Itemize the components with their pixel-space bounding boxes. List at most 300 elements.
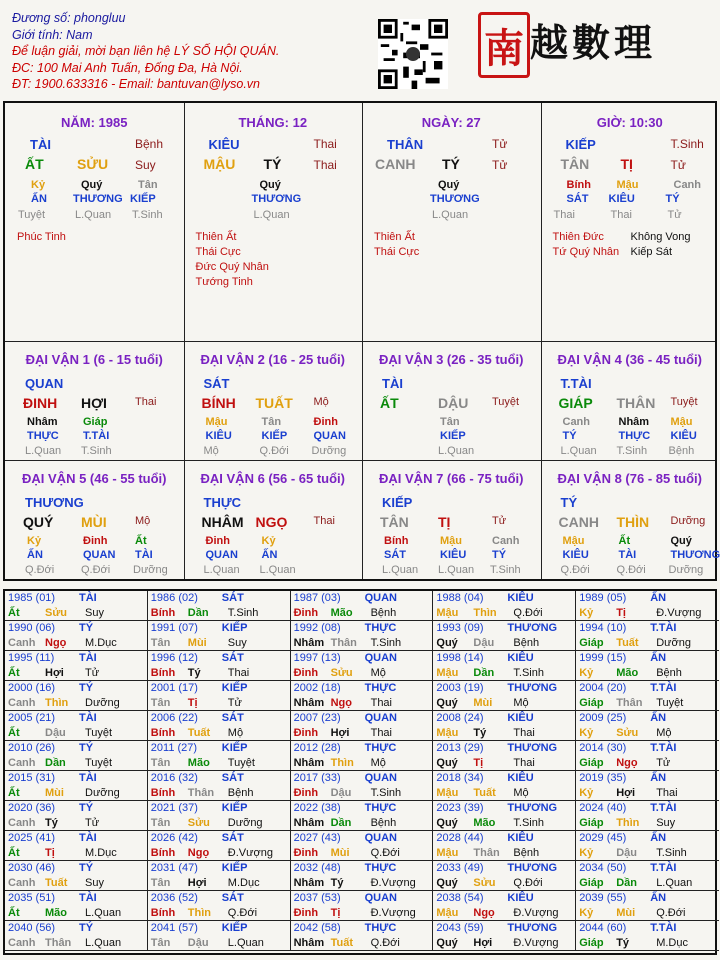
hidden-stage: Q.Đới — [25, 564, 55, 576]
special-star: Thái Cực — [374, 246, 420, 258]
year-label: 2019 (35) — [579, 772, 627, 784]
year-label: 2044 (60) — [579, 922, 627, 934]
hidden-star: T.TÀI — [83, 430, 110, 442]
hidden-stage: L.Quan — [432, 209, 469, 221]
year-cell — [433, 801, 576, 831]
year-star: THỰC — [364, 622, 397, 634]
year-cell — [148, 861, 291, 891]
year-cell — [576, 921, 719, 951]
year-branch: Thân — [330, 637, 357, 649]
year-star: QUAN — [364, 892, 397, 904]
gender-label: Giới tính: — [12, 27, 63, 42]
year-stage: Suy — [656, 817, 676, 829]
earthly-branch: TÝ — [442, 156, 460, 172]
year-stem: Tân — [150, 817, 171, 829]
life-stage-branch: Tử — [670, 158, 686, 172]
hidden-stage: Tử — [667, 209, 682, 221]
year-label: 1987 (03) — [293, 592, 341, 604]
year-stage: Suy — [227, 637, 247, 649]
year-branch: Mùi — [45, 787, 64, 799]
year-branch: Dần — [473, 667, 495, 679]
year-stage: Dưỡng — [656, 637, 691, 649]
year-star: THỰC — [364, 682, 397, 694]
year-stage: Tuyệt — [227, 757, 255, 769]
earthly-branch: MÙI — [81, 514, 107, 530]
year-branch: Dậu — [330, 787, 352, 799]
hidden-star: ẤN — [31, 193, 47, 205]
year-star: TÝ — [79, 682, 94, 694]
dai-van-header: ĐẠI VẬN 1 (6 - 15 tuổi) — [25, 352, 163, 367]
hidden-star: KIÊU — [440, 549, 467, 561]
year-branch: Dần — [616, 877, 637, 889]
year-branch: Mùi — [473, 697, 493, 709]
red-seal-logo: 南 — [478, 12, 530, 78]
year-cell — [576, 771, 719, 801]
year-star: TÝ — [79, 922, 94, 934]
hidden-star: SÁT — [566, 193, 589, 205]
year-cell — [433, 711, 576, 741]
hidden-stem: Kỷ — [31, 179, 46, 191]
year-branch: Sửu — [473, 877, 496, 889]
year-cell — [291, 711, 434, 741]
ten-god-star: TÀI — [382, 376, 403, 391]
hidden-star: QUAN — [313, 430, 346, 442]
year-star: TÀI — [79, 592, 97, 604]
hidden-stem: Tân — [261, 416, 282, 428]
earthly-branch: SỬU — [77, 156, 109, 172]
year-stem: Đinh — [293, 787, 319, 799]
year-stage: Bệnh — [513, 847, 540, 859]
pillar-header: NGÀY: 27 — [421, 115, 481, 130]
year-stem: Kỷ — [579, 727, 594, 739]
life-stage: Mộ — [135, 515, 151, 527]
year-branch: Thân — [473, 847, 500, 859]
year-stem: Mậu — [436, 847, 459, 859]
hidden-stage: T.Sinh — [81, 445, 112, 457]
year-cell — [5, 651, 148, 681]
year-label: 2034 (50) — [579, 862, 627, 874]
special-star: Thiên Ất — [195, 231, 237, 243]
year-star: THƯƠNG — [507, 922, 558, 934]
special-star: Thiên Ất — [374, 231, 415, 243]
year-stage: Tuyệt — [656, 697, 684, 709]
ten-god-star: THƯƠNG — [25, 495, 84, 510]
year-star: SÁT — [221, 652, 244, 664]
hidden-stage: L.Quan — [253, 209, 290, 221]
year-stage: Bệnh — [227, 787, 254, 799]
year-star: KIÊU — [507, 712, 534, 724]
year-star: ẤN — [650, 652, 667, 664]
phone-email-line[interactable]: ĐT: 1900.633316 - Email: bantuvan@lyso.vn — [12, 77, 261, 91]
year-star: TÀI — [79, 712, 97, 724]
life-stage: Thai — [313, 515, 335, 527]
year-stage: Tử — [85, 817, 100, 829]
hidden-stem: Ất — [135, 535, 147, 547]
life-stage: Thai — [135, 396, 157, 408]
year-stage: Tuyệt — [85, 757, 113, 769]
year-branch: Tý — [616, 937, 630, 949]
year-stem: Ất — [8, 907, 20, 919]
year-star: TÀI — [79, 892, 97, 904]
year-star: THƯƠNG — [507, 682, 558, 694]
year-label: 2005 (21) — [8, 712, 56, 724]
year-stage: Tử — [85, 667, 100, 679]
year-cell — [148, 621, 291, 651]
hidden-stem: Mậu — [616, 179, 639, 191]
hidden-stage: L.Quan — [438, 564, 475, 576]
year-label: 2031 (47) — [150, 862, 198, 874]
year-label: 2033 (49) — [436, 862, 484, 874]
year-label: 2008 (24) — [436, 712, 484, 724]
life-stage: Tử — [492, 137, 508, 151]
year-stage: Tử — [227, 697, 242, 709]
year-stage: Mộ — [370, 667, 386, 679]
year-stage: L.Quan — [656, 877, 693, 889]
dai-van-1 — [5, 341, 184, 460]
year-stage: Đ.Vượng — [513, 937, 559, 949]
year-branch: Ngọ — [473, 907, 495, 919]
year-label: 2030 (46) — [8, 862, 56, 874]
year-branch: Dậu — [187, 937, 209, 949]
year-star: TÝ — [79, 742, 94, 754]
year-branch: Sửu — [330, 667, 353, 679]
year-star: T.TÀI — [650, 622, 677, 634]
hidden-star: TÀI — [618, 549, 637, 561]
pillar-1 — [5, 103, 184, 341]
year-cell — [5, 591, 148, 621]
earthly-branch: TUẤT — [255, 395, 293, 411]
dai-van-header: ĐẠI VẬN 3 (26 - 35 tuổi) — [379, 352, 524, 367]
year-label: 2038 (54) — [436, 892, 484, 904]
hidden-stage: L.Quan — [203, 564, 240, 576]
dai-van-header: ĐẠI VẬN 2 (16 - 25 tuổi) — [200, 352, 345, 367]
year-stem: Mậu — [436, 907, 459, 919]
hidden-star: QUAN — [205, 549, 238, 561]
year-label: 2032 (48) — [293, 862, 341, 874]
year-star: TÝ — [79, 802, 94, 814]
hidden-stem: Quý — [670, 535, 692, 547]
year-star: ẤN — [650, 712, 667, 724]
year-label: 1996 (12) — [150, 652, 198, 664]
year-branch: Dần — [45, 757, 66, 769]
year-cell — [291, 921, 434, 951]
year-star: THỰC — [364, 742, 397, 754]
yearly-grid — [3, 589, 717, 955]
year-stem: Giáp — [579, 937, 604, 949]
year-stem: Ất — [8, 727, 20, 739]
special-star: Không Vong — [630, 231, 691, 243]
year-star: T.TÀI — [650, 802, 677, 814]
year-cell — [433, 621, 576, 651]
special-star: Thái Cực — [195, 246, 241, 258]
year-stage: Thai — [370, 697, 392, 709]
year-stem: Canh — [8, 697, 36, 709]
year-stem: Kỷ — [579, 907, 594, 919]
year-stage: Suy — [85, 607, 104, 619]
year-branch: Dậu — [473, 637, 495, 649]
year-stage: Tuyệt — [85, 727, 113, 739]
year-label: 2014 (30) — [579, 742, 627, 754]
hidden-stem: Nhâm — [27, 416, 58, 428]
hidden-stage: T.Sinh — [616, 445, 648, 457]
year-cell — [5, 861, 148, 891]
year-label: 2025 (41) — [8, 832, 56, 844]
earthly-branch: TÝ — [263, 156, 282, 172]
year-stem: Quý — [436, 697, 458, 709]
year-branch: Hợi — [473, 937, 493, 949]
ten-god-star: QUAN — [25, 376, 64, 391]
year-cell — [291, 741, 434, 771]
year-star: KIÊU — [507, 592, 534, 604]
year-star: T.TÀI — [650, 742, 677, 754]
year-stage: M.Dục — [656, 937, 688, 949]
year-star: SÁT — [221, 712, 244, 724]
year-star: KIÊU — [507, 832, 534, 844]
year-cell — [291, 831, 434, 861]
year-label: 2026 (42) — [150, 832, 198, 844]
year-cell — [576, 891, 719, 921]
year-label: 2016 (32) — [150, 772, 198, 784]
dai-van-3 — [362, 341, 541, 460]
year-label: 1999 (15) — [579, 652, 627, 664]
heavenly-stem: TÂN — [380, 514, 409, 530]
year-cell — [576, 861, 719, 891]
life-stage: T.Sinh — [670, 137, 704, 151]
year-branch: Mão — [45, 907, 67, 919]
year-cell — [433, 861, 576, 891]
year-stage: Đ.Vượng — [513, 907, 559, 919]
year-cell — [576, 831, 719, 861]
year-branch: Ngọ — [187, 847, 210, 859]
year-branch: Tý — [187, 667, 201, 679]
year-stem: Nhâm — [293, 697, 325, 709]
year-stage: Dưỡng — [227, 817, 263, 829]
year-stage: Q.Đới — [227, 907, 258, 919]
year-star: QUAN — [364, 652, 397, 664]
hidden-stem: Quý — [81, 179, 103, 191]
year-label: 1991 (07) — [150, 622, 198, 634]
year-cell — [291, 861, 434, 891]
hidden-stem: Quý — [259, 179, 281, 191]
year-cell — [291, 651, 434, 681]
year-stage: T.Sinh — [513, 667, 544, 679]
year-label: 2024 (40) — [579, 802, 627, 814]
year-label: 2012 (28) — [293, 742, 341, 754]
heavenly-stem: ẤT — [25, 156, 44, 172]
year-stem: Mậu — [436, 727, 459, 739]
year-cell — [148, 831, 291, 861]
year-stem: Kỷ — [579, 607, 594, 619]
hidden-stage: L.Quan — [382, 564, 419, 576]
year-stem: Quý — [436, 817, 458, 829]
hidden-stage: Thai — [610, 209, 632, 221]
year-stage: Bệnh — [370, 817, 397, 829]
year-star: TÝ — [79, 622, 94, 634]
dai-van-6 — [184, 460, 363, 579]
hidden-star: ẤN — [27, 549, 43, 561]
year-branch: Mùi — [616, 907, 636, 919]
year-branch: Mão — [616, 667, 639, 679]
year-stage: Đ.Vượng — [656, 607, 702, 619]
earthly-branch: THÌN — [616, 514, 650, 530]
year-branch: Hợi — [616, 787, 636, 799]
year-cell — [291, 891, 434, 921]
header-info — [12, 10, 372, 93]
year-branch: Thìn — [616, 817, 640, 829]
year-stem: Bính — [150, 607, 176, 619]
year-stem: Ất — [8, 847, 20, 859]
year-stage: Đ.Vượng — [370, 877, 416, 889]
year-cell — [433, 681, 576, 711]
year-stem: Giáp — [579, 817, 604, 829]
year-cell — [433, 591, 576, 621]
year-stem: Bính — [150, 727, 176, 739]
hidden-stem: Nhâm — [618, 416, 650, 428]
year-stage: Mộ — [513, 787, 529, 799]
hidden-star: THƯƠNG — [670, 549, 720, 561]
year-cell — [5, 801, 148, 831]
ten-god-star: KIÊU — [208, 137, 240, 152]
year-label: 1997 (13) — [293, 652, 341, 664]
year-stem: Tân — [150, 757, 171, 769]
year-cell — [433, 921, 576, 951]
year-cell — [291, 621, 434, 651]
life-stage-branch: Tử — [492, 158, 508, 172]
hidden-stage: Dưỡng — [133, 564, 168, 576]
year-branch: Tị — [330, 907, 341, 919]
year-stage: Thai — [656, 787, 678, 799]
year-stem: Kỷ — [579, 787, 594, 799]
year-stage: M.Dục — [227, 877, 260, 889]
hidden-star: THỰC — [618, 430, 651, 442]
dai-van-header: ĐẠI VẬN 6 (56 - 65 tuổi) — [200, 471, 345, 486]
year-star: TÀI — [79, 772, 97, 784]
year-star: TÀI — [79, 652, 97, 664]
hidden-stage: Q.Đới — [259, 445, 289, 457]
year-branch: Mùi — [330, 847, 350, 859]
life-stage: Bệnh — [135, 137, 164, 151]
year-star: T.TÀI — [650, 862, 677, 874]
year-stage: L.Quan — [85, 907, 122, 919]
year-stage: T.Sinh — [227, 607, 259, 619]
special-star: Tướng Tinh — [195, 276, 253, 288]
year-label: 2007 (23) — [293, 712, 341, 724]
year-cell — [148, 711, 291, 741]
year-stem: Ất — [8, 667, 20, 679]
pillar-header: THÁNG: 12 — [238, 115, 308, 130]
year-branch: Dần — [187, 607, 209, 619]
year-cell — [433, 831, 576, 861]
year-stem: Canh — [8, 937, 36, 949]
hidden-stem: Đinh — [313, 416, 338, 428]
year-branch: Dậu — [616, 847, 637, 859]
year-stem: Ất — [8, 787, 20, 799]
address-line: ĐC: 100 Mai Anh Tuấn, Đống Đa, Hà Nội. — [12, 60, 243, 75]
year-stage: M.Dục — [85, 637, 117, 649]
year-branch: Ngọ — [330, 697, 352, 709]
year-star: THƯƠNG — [507, 742, 558, 754]
year-label: 2029 (45) — [579, 832, 627, 844]
heavenly-stem: MẬU — [203, 156, 236, 172]
owner-name: Đương số: phongluu — [12, 11, 126, 25]
hidden-stem: Đinh — [205, 535, 230, 547]
year-label: 2022 (38) — [293, 802, 341, 814]
year-star: THỰC — [364, 922, 397, 934]
hidden-stage: Mộ — [203, 445, 219, 457]
year-stem: Nhâm — [293, 757, 325, 769]
dai-van-header: ĐẠI VẬN 4 (36 - 45 tuổi) — [557, 352, 702, 367]
gender-value: Nam — [66, 27, 93, 42]
year-branch: Ngọ — [616, 757, 638, 769]
qr-code[interactable] — [378, 19, 448, 89]
year-cell — [576, 681, 719, 711]
year-stem: Quý — [436, 637, 458, 649]
year-star: SÁT — [221, 832, 244, 844]
year-stem: Bính — [150, 847, 176, 859]
ten-god-star: TÀI — [30, 137, 51, 152]
year-star: QUAN — [364, 772, 397, 784]
year-cell — [5, 711, 148, 741]
year-branch: Hợi — [330, 727, 350, 739]
hidden-stage: Tuyệt — [18, 209, 46, 221]
year-label: 1986 (02) — [150, 592, 198, 604]
hidden-stem: Ất — [618, 535, 631, 547]
pillar-header: GIỜ: 10:30 — [596, 115, 663, 130]
hidden-stem: Mậu — [205, 416, 228, 428]
year-branch: Tý — [45, 817, 58, 829]
year-stage: Đ.Vượng — [370, 907, 416, 919]
year-stem: Canh — [8, 757, 36, 769]
year-label: 2002 (18) — [293, 682, 341, 694]
hidden-star: QUAN — [83, 549, 116, 561]
hidden-star: KIÊU — [562, 549, 589, 561]
year-star: KIÊU — [507, 652, 534, 664]
special-star: Kiếp Sát — [630, 246, 673, 258]
year-label: 2003 (19) — [436, 682, 484, 694]
earthly-branch: TỊ — [438, 514, 451, 530]
year-branch: Tuất — [616, 637, 639, 649]
year-cell — [148, 801, 291, 831]
year-stage: T.Sinh — [370, 637, 402, 649]
hidden-star: TÝ — [492, 549, 507, 561]
earthly-branch: THÂN — [616, 395, 656, 411]
year-cell — [291, 681, 434, 711]
year-star: KIÊU — [507, 772, 534, 784]
year-branch: Thân — [616, 697, 643, 709]
year-star: KIẾP — [221, 802, 248, 814]
year-stage: Bệnh — [370, 607, 397, 619]
ten-god-star: T.TÀI — [560, 376, 592, 391]
life-stage: Tuyệt — [492, 396, 520, 408]
year-stage: T.Sinh — [656, 847, 687, 859]
year-label: 2010 (26) — [8, 742, 56, 754]
year-stage: Mộ — [227, 727, 244, 739]
year-label: 2035 (51) — [8, 892, 56, 904]
year-stage: Mộ — [513, 697, 529, 709]
year-stage: L.Quan — [85, 937, 122, 949]
year-star: ẤN — [650, 832, 667, 844]
hidden-stem: Tân — [440, 416, 460, 428]
ten-god-star: TÝ — [560, 495, 578, 510]
year-label: 2018 (34) — [436, 772, 484, 784]
heavenly-stem: NHÂM — [201, 514, 244, 530]
year-cell — [433, 651, 576, 681]
year-label: 2004 (20) — [579, 682, 627, 694]
year-stem: Tân — [150, 937, 171, 949]
year-star: KIẾP — [221, 622, 248, 634]
year-stem: Nhâm — [293, 877, 325, 889]
year-label: 1998 (14) — [436, 652, 484, 664]
